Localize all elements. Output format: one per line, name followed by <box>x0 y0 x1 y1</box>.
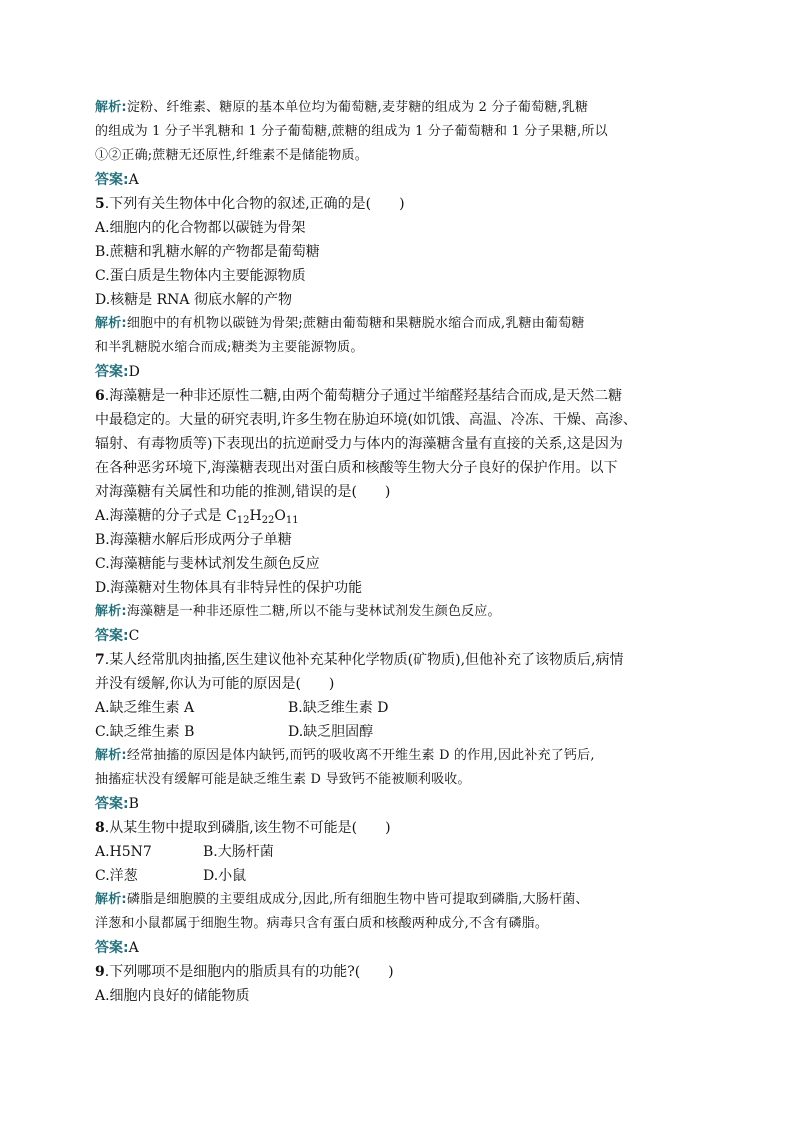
q9-option-a: A.细胞内良好的储能物质 <box>95 988 250 1004</box>
q8-options-row-1 <box>95 840 705 864</box>
stem-line: 在各种恶劣环境下,海藻糖表现出对蛋白质和核酸等生物大分子良好的保护作用。以下 <box>95 460 618 476</box>
question-number: 5 <box>95 196 105 212</box>
q8-analysis: 解析:磷脂是细胞膜的主要组成成分,因此,所有细胞生物中皆可提取到磷脂,大肠杆菌、 <box>95 892 589 907</box>
stem-line: 对海藻糖有关属性和功能的推测,错误的是( ) <box>95 484 391 500</box>
q7-answer: 答案:B <box>95 796 139 812</box>
q7-option-b: B.缺乏维生素 D <box>288 700 389 716</box>
q5-answer: 答案:D <box>95 364 140 380</box>
q5-stem: 5.下列有关生物体中化合物的叙述,正确的是( ) <box>95 196 405 212</box>
analysis-label: 解析 <box>95 100 122 115</box>
q5-option-b: B.蔗糖和乳糖水解的产物都是葡萄糖 <box>95 244 320 260</box>
q7-options-row-1 <box>95 696 705 720</box>
q6-option-d: D.海藻糖对生物体具有非特异性的保护功能 <box>95 580 363 596</box>
q4-analysis: 解析:淀粉、纤维素、糖原的基本单位均为葡萄糖,麦芽糖的组成为 2 分子葡萄糖,乳糖 <box>95 100 589 115</box>
q8-options-row-2 <box>95 864 705 888</box>
q8-answer: 答案:A <box>95 940 139 956</box>
q6-analysis: 解析:海藻糖是一种非还原性二糖,所以不能与斐林试剂发生颜色反应。 <box>95 604 501 619</box>
question-number: 9 <box>95 964 105 980</box>
analysis-line: 淀粉、纤维素、糖原的基本单位均为葡萄糖,麦芽糖的组成为 2 分子葡萄糖,乳糖 <box>126 100 589 115</box>
q9-stem: 9.下列哪项不是细胞内的脂质具有的功能?( ) <box>95 964 394 980</box>
q7-stem: 7.某人经常肌肉抽搐,医生建议他补充某种化学物质(矿物质),但他补充了该物质后,病情 <box>95 652 624 668</box>
analysis-line: 抽搐症状没有缓解可能是缺乏维生素 D 导致钙不能被顺利吸收。 <box>95 772 471 787</box>
q4-answer: 答案:A <box>95 172 139 188</box>
question-number: 7 <box>95 652 105 668</box>
analysis-line: 的组成为 1 分子半乳糖和 1 分子葡萄糖,蔗糖的组成为 1 分子葡萄糖和 1 分子果糖,所以 <box>95 124 608 139</box>
q8-option-c: C.洋葱 <box>95 868 138 884</box>
q8-option-a: A.H5N7 <box>95 844 152 860</box>
q8-option-b: B.大肠杆菌 <box>203 844 274 860</box>
q6-option-b: B.海藻糖水解后形成两分子单糖 <box>95 532 292 548</box>
q5-option-c: C.蛋白质是生物体内主要能源物质 <box>95 268 306 284</box>
q6-answer: 答案:C <box>95 628 140 644</box>
stem-line: 辐射、有毒物质等)下表现出的抗逆耐受力与体内的海藻糖含量有直接的关系,这是因为 <box>95 436 623 452</box>
analysis-line: 洋葱和小鼠都属于细胞生物。病毒只含有蛋白质和核酸两种成分,不含有磷脂。 <box>95 916 549 931</box>
exam-page <box>95 96 705 1008</box>
stem-line: 中最稳定的。大量的研究表明,许多生物在胁迫环境(如饥饿、高温、冷冻、干燥、高渗、 <box>95 412 637 428</box>
q5-option-a: A.细胞内的化合物都以碳链为骨架 <box>95 220 306 236</box>
question-number: 6 <box>95 388 105 404</box>
q7-options-row-2 <box>95 720 705 744</box>
q6-stem: 6.海藻糖是一种非还原性二糖,由两个葡萄糖分子通过半缩醛羟基结合而成,是天然二糖 <box>95 388 623 404</box>
q5-option-d: D.核糖是 RNA 彻底水解的产物 <box>95 292 292 308</box>
q7-analysis: 解析:经常抽搐的原因是体内缺钙,而钙的吸收离不开维生素 D 的作用,因此补充了钙后, <box>95 748 595 763</box>
analysis-line: ①②正确;蔗糖无还原性,纤维素不是储能物质。 <box>95 148 368 163</box>
q6-option-c: C.海藻糖能与斐林试剂发生颜色反应 <box>95 556 320 572</box>
q7-option-d: D.缺乏胆固醇 <box>288 724 374 740</box>
answer-value: A <box>128 172 139 188</box>
q7-option-a: A.缺乏维生素 A <box>95 700 195 716</box>
q6-option-a: A.海藻糖的分子式是 $C_{12}H_{22}O_{11}$ <box>95 508 299 526</box>
q7-option-c: C.缺乏维生素 B <box>95 724 195 740</box>
q8-option-d: D.小鼠 <box>203 868 247 884</box>
q8-stem: 8.从某生物中提取到磷脂,该生物不可能是( ) <box>95 820 391 836</box>
stem-line: 并没有缓解,你认为可能的原因是( ) <box>95 676 335 692</box>
question-number: 8 <box>95 820 105 836</box>
analysis-line: 和半乳糖脱水缩合而成;糖类为主要能源物质。 <box>95 340 364 355</box>
q5-analysis: 解析:细胞中的有机物以碳链为骨架;蔗糖由葡萄糖和果糖脱水缩合而成,乳糖由葡萄糖 <box>95 316 585 331</box>
